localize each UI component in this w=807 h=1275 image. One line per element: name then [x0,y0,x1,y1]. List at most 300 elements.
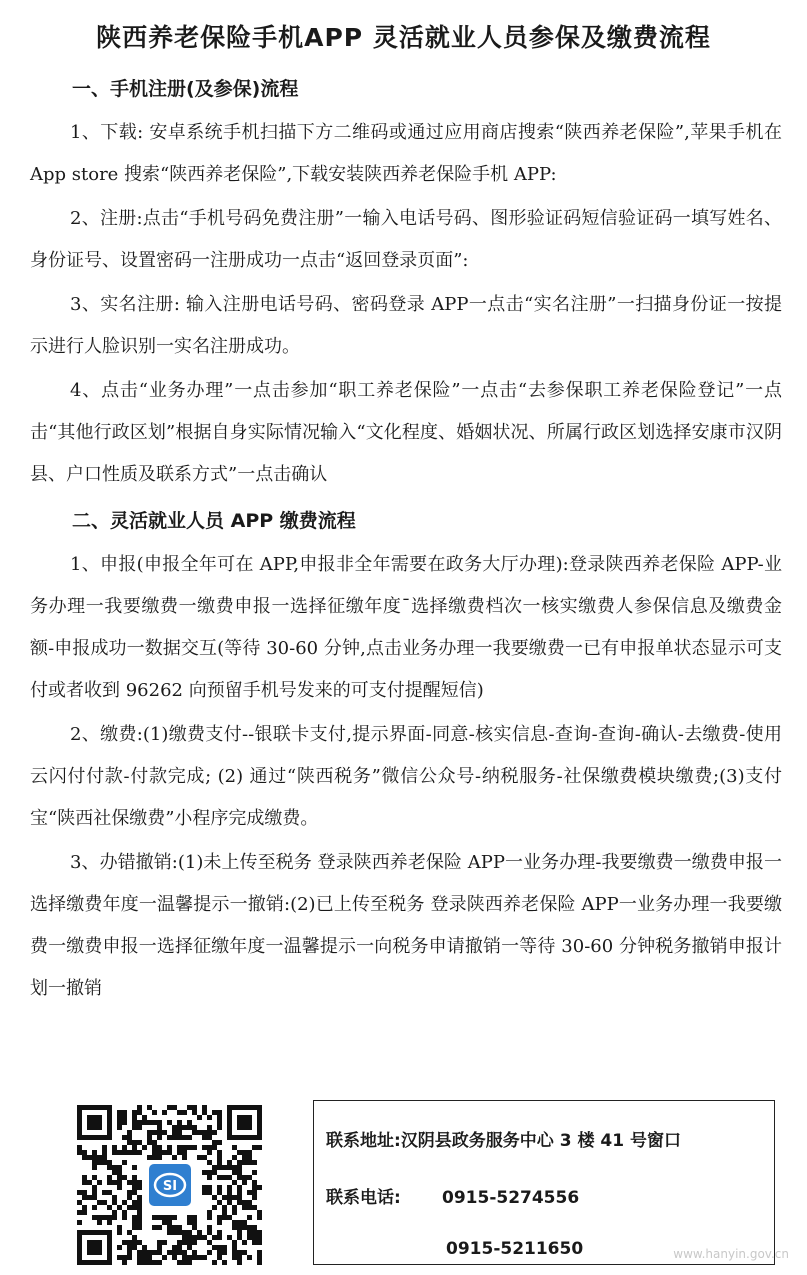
qr-module [182,1155,187,1160]
qr-module [252,1170,257,1175]
qr-module [142,1255,147,1260]
qr-module [137,1105,142,1110]
qr-module [137,1240,142,1245]
qr-module [202,1110,207,1115]
document-title: 陕西养老保险手机APP 灵活就业人员参保及缴费流程 [96,23,711,52]
qr-module [187,1260,192,1265]
qr-module [132,1225,137,1230]
qr-module [182,1230,187,1235]
qr-module [187,1215,192,1220]
qr-module [227,1190,232,1195]
qr-module [122,1135,127,1140]
qr-module [137,1220,142,1225]
qr-module [222,1205,227,1210]
qr-module [207,1150,212,1155]
qr-module [117,1110,122,1115]
qr-module [117,1205,122,1210]
qr-module [102,1145,107,1150]
step-download: 1、下载: 安卓系统手机扫描下方二维码或通过应用商店搜索“陕西养老保险”,苹果手机在 App store 搜索“陕西养老保险”,下载安装陕西养老保险手机 APP: [30,122,782,185]
qr-module [237,1220,242,1225]
qr-module [252,1195,257,1200]
qr-module [157,1240,162,1245]
qr-module [82,1195,87,1200]
qr-module [212,1245,217,1250]
step-pay: 2、缴费:(1)缴费支付--银联卡支付,提示界面-同意-核实信息-查询-查询-确认-去缴费-使用云闪付付款-付款完成; (2) 通过“陕西税务”微信公众号-纳税服务-社保缴费模块缴费;(3)支付宝“陕西社保缴费”小程序完成缴费。 [30,724,782,829]
qr-module [82,1190,87,1195]
qr-module [137,1250,142,1255]
qr-module [202,1145,207,1150]
qr-module [237,1200,242,1205]
qr-module [257,1255,262,1260]
qr-module [137,1205,142,1210]
qr-module [107,1160,112,1165]
section-registration [30,66,782,496]
qr-module [117,1170,122,1175]
qr-module [207,1135,212,1140]
qr-module [152,1215,157,1220]
qr-module [187,1120,192,1125]
qr-module [172,1135,177,1140]
qr-module [242,1200,247,1205]
qr-module [77,1210,82,1215]
qr-module [162,1240,167,1245]
qr-module [157,1130,162,1135]
qr-module [192,1220,197,1225]
qr-module [182,1260,187,1265]
qr-module [252,1230,257,1235]
qr-module [177,1250,182,1255]
qr-module [207,1170,212,1175]
qr-module [182,1255,187,1260]
qr-module [212,1165,217,1170]
qr-module [192,1130,197,1135]
qr-module [247,1235,252,1240]
qr-module [112,1215,117,1220]
qr-module [217,1185,222,1190]
qr-module [77,1150,82,1155]
qr-module [137,1150,142,1155]
qr-module [117,1125,122,1130]
qr-module [182,1235,187,1240]
qr-module [192,1235,197,1240]
qr-module [147,1155,152,1160]
qr-module [182,1135,187,1140]
qr-module [217,1110,222,1115]
qr-module [112,1150,117,1155]
qr-module [257,1210,262,1215]
qr-module [142,1120,147,1125]
qr-module [97,1160,102,1165]
qr-module [137,1125,142,1130]
qr-module [217,1175,222,1180]
qr-module [147,1260,152,1265]
qr-module [157,1260,162,1265]
step-revoke: 3、办错撤销:(1)未上传至税务 登录陕西养老保险 APP一业务办理-我要缴费一缴费申报一选择缴费年度一温馨提示一撤销:(2)已上传至税务 登录陕西养老保险 APP一业务办理一我要缴费一缴费申报一选择征缴年度一温馨提示一向税务申请撤销一等待 30-60 分钟税务撤销申报计划一撤销 [30,852,782,999]
qr-module [217,1230,222,1235]
qr-module [167,1150,172,1155]
qr-module [112,1195,117,1200]
qr-module [152,1110,157,1115]
qr-module [187,1240,192,1245]
qr-module [182,1150,187,1155]
qr-module [82,1180,87,1185]
qr-module [167,1220,172,1225]
qr-module [247,1190,252,1195]
address-label: 联系地址: [326,1131,401,1151]
qr-module [177,1245,182,1250]
qr-module [247,1150,252,1155]
qr-module [107,1190,112,1195]
qr-module [187,1145,192,1150]
qr-module [252,1160,257,1165]
qr-code-image [77,1105,262,1265]
qr-module [122,1120,127,1125]
contact-box [313,1100,775,1265]
qr-module [122,1110,127,1115]
qr-module [187,1230,192,1235]
qr-module [222,1245,227,1250]
qr-module [207,1215,212,1220]
qr-module [137,1260,142,1265]
qr-module [127,1240,132,1245]
qr-module [167,1105,172,1110]
qr-module [177,1135,182,1140]
qr-module [132,1150,137,1155]
qr-module [177,1120,182,1125]
qr-module [107,1215,112,1220]
qr-module [237,1175,242,1180]
step-real-name: 3、实名注册: 输入注册电话号码、密码登录 APP一点击“实名注册”一扫描身份证一按提示进行人脸识别一实名注册成功。 [30,294,782,357]
qr-module [247,1215,252,1220]
qr-module [107,1180,112,1185]
qr-module [242,1150,247,1155]
qr-module [122,1255,127,1260]
section-heading: 一、手机注册(及参保)流程 [72,78,299,100]
qr-module [167,1135,172,1140]
qr-module [232,1210,237,1215]
qr-module [217,1120,222,1125]
qr-module [157,1215,162,1220]
qr-module [232,1250,237,1255]
qr-module [122,1145,127,1150]
qr-module [132,1175,137,1180]
qr-module [192,1105,197,1110]
qr-module [217,1190,222,1195]
qr-module [97,1200,102,1205]
qr-module [237,1150,242,1155]
qr-module [172,1105,177,1110]
qr-module [127,1205,132,1210]
qr-module [217,1255,222,1260]
qr-module [197,1235,202,1240]
qr-module [162,1110,167,1115]
qr-module [247,1155,252,1160]
qr-module [127,1130,132,1135]
qr-module [127,1150,132,1155]
qr-module [97,1180,102,1185]
qr-module [207,1190,212,1195]
qr-module [217,1250,222,1255]
qr-module [177,1260,182,1265]
qr-module [187,1235,192,1240]
qr-module [237,1260,242,1265]
qr-module [117,1150,122,1155]
qr-module [167,1145,172,1150]
qr-module [237,1250,242,1255]
qr-module [237,1170,242,1175]
qr-module [152,1130,157,1135]
qr-module [172,1130,177,1135]
qr-module [192,1215,197,1220]
qr-module [77,1190,82,1195]
qr-module [232,1220,237,1225]
qr-module [232,1205,237,1210]
qr-module [227,1175,232,1180]
qr-module [167,1120,172,1125]
qr-module [152,1250,157,1255]
qr-module [247,1230,252,1235]
qr-finder-bottom-left [77,1230,112,1265]
qr-module [202,1190,207,1195]
qr-module [192,1255,197,1260]
qr-module [117,1165,122,1170]
qr-module [222,1195,227,1200]
qr-module [222,1210,227,1215]
qr-module [147,1130,152,1135]
qr-module [122,1115,127,1120]
qr-module [102,1150,107,1155]
qr-module [202,1135,207,1140]
qr-module [157,1150,162,1155]
qr-module [92,1175,97,1180]
qr-module [157,1245,162,1250]
qr-module [127,1230,132,1235]
qr-module [167,1230,172,1235]
qr-module [177,1145,182,1150]
qr-module [257,1185,262,1190]
qr-module [137,1185,142,1190]
qr-module [207,1240,212,1245]
qr-module [252,1145,257,1150]
qr-module [127,1140,132,1145]
qr-module [202,1170,207,1175]
qr-module [107,1205,112,1210]
qr-module [207,1175,212,1180]
qr-module [232,1245,237,1250]
qr-module [192,1125,197,1130]
qr-module [212,1110,217,1115]
qr-module [92,1160,97,1165]
qr-module [177,1110,182,1115]
qr-module [212,1140,217,1145]
qr-module [87,1180,92,1185]
qr-module [252,1240,257,1245]
qr-module [152,1155,157,1160]
qr-module [112,1170,117,1175]
qr-module [207,1145,212,1150]
qr-module [132,1140,137,1145]
qr-module [97,1155,102,1160]
qr-module [197,1130,202,1135]
qr-module [237,1185,242,1190]
address-value: 汉阴县政务服务中心 3 楼 41 号窗口 [400,1131,681,1151]
qr-module [122,1260,127,1265]
qr-module [247,1160,252,1165]
qr-module [252,1185,257,1190]
qr-module [152,1145,157,1150]
qr-module [137,1120,142,1125]
qr-module [97,1215,102,1220]
qr-module [237,1255,242,1260]
qr-module [167,1225,172,1230]
qr-module [197,1155,202,1160]
qr-module [92,1205,97,1210]
qr-module [92,1215,97,1220]
qr-module [227,1160,232,1165]
qr-module [112,1200,117,1205]
qr-module [92,1165,97,1170]
qr-module [127,1245,132,1250]
qr-module [252,1190,257,1195]
qr-module [137,1225,142,1230]
qr-module [232,1195,237,1200]
qr-module [217,1245,222,1250]
qr-module [217,1115,222,1120]
qr-module [92,1150,97,1155]
qr-module [257,1145,262,1150]
qr-module [102,1190,107,1195]
qr-module [112,1180,117,1185]
qr-module [172,1125,177,1130]
contact-phone-row-2 [446,1239,583,1259]
qr-module [182,1110,187,1115]
qr-module [227,1215,232,1220]
qr-module [132,1190,137,1195]
qr-module [142,1115,147,1120]
qr-module [182,1240,187,1245]
qr-module [102,1160,107,1165]
qr-module [257,1260,262,1265]
qr-module [117,1120,122,1125]
qr-module [82,1205,87,1210]
qr-module [137,1140,142,1145]
qr-module [187,1245,192,1250]
qr-module [87,1155,92,1160]
qr-module [87,1195,92,1200]
qr-module [77,1145,82,1150]
step-register: 2、注册:点击“手机号码免费注册”一输入电话号码、图形验证码短信验证码一填写姓名、身份证号、设置密码一注册成功一点击“返回登录页面”: [30,208,782,271]
qr-module [242,1180,247,1185]
qr-module [222,1175,227,1180]
qr-finder-top-left [77,1105,112,1140]
qr-module [117,1225,122,1230]
qr-module [92,1190,97,1195]
qr-module [222,1215,227,1220]
qr-module [217,1200,222,1205]
qr-module [187,1255,192,1260]
qr-module [82,1150,87,1155]
qr-module [137,1180,142,1185]
qr-module [222,1250,227,1255]
qr-module [212,1170,217,1175]
qr-module [132,1180,137,1185]
qr-module [182,1145,187,1150]
qr-module [197,1255,202,1260]
qr-module [117,1255,122,1260]
qr-module [132,1240,137,1245]
qr-module [182,1250,187,1255]
qr-module [112,1210,117,1215]
qr-module [102,1155,107,1160]
qr-module [147,1255,152,1260]
qr-module [142,1260,147,1265]
social-insurance-logo [146,1161,194,1209]
qr-module [107,1175,112,1180]
qr-module [252,1205,257,1210]
qr-module [157,1135,162,1140]
qr-finder-top-right [227,1105,262,1140]
qr-module [177,1225,182,1230]
qr-module [177,1130,182,1135]
phone-number-1: 0915-5274556 [442,1188,580,1208]
qr-module [217,1220,222,1225]
qr-module [107,1165,112,1170]
qr-module [172,1245,177,1250]
step-business: 4、点击“业务办理”一点击参加“职工养老保险”一点击“去参保职工养老保险登记”一点击“其他行政区划”根据自身实际情况输入“文化程度、婚姻状况、所属行政区划选择安康市汉阴县、户口性质及联系方式”一点击确认 [30,380,782,485]
qr-module [162,1215,167,1220]
qr-module [217,1150,222,1155]
phone-label: 联系电话: [326,1188,401,1208]
qr-module [117,1245,122,1250]
qr-module [127,1190,132,1195]
qr-module [137,1215,142,1220]
qr-module [172,1255,177,1260]
watermark: www.hanyin.gov.cn [673,1247,789,1261]
qr-module [137,1110,142,1115]
qr-module [122,1175,127,1180]
qr-module [82,1210,87,1215]
qr-module [232,1225,237,1230]
qr-module [192,1110,197,1115]
qr-module [132,1220,137,1225]
qr-module [107,1220,112,1225]
qr-module [97,1220,102,1225]
qr-module [152,1140,157,1145]
qr-module [232,1145,237,1150]
qr-module [242,1205,247,1210]
qr-module [127,1255,132,1260]
qr-module [217,1165,222,1170]
qr-module [212,1235,217,1240]
qr-module [102,1215,107,1220]
qr-module [252,1180,257,1185]
qr-module [132,1125,137,1130]
qr-module [257,1250,262,1255]
qr-module [122,1240,127,1245]
qr-module [162,1130,167,1135]
qr-module [207,1210,212,1215]
qr-module [212,1145,217,1150]
qr-module [177,1230,182,1235]
qr-module [122,1210,127,1215]
qr-module [137,1200,142,1205]
section-payment [30,498,782,1010]
qr-module [237,1190,242,1195]
qr-module [117,1175,122,1180]
qr-module [172,1215,177,1220]
qr-module [257,1235,262,1240]
qr-module [157,1120,162,1125]
